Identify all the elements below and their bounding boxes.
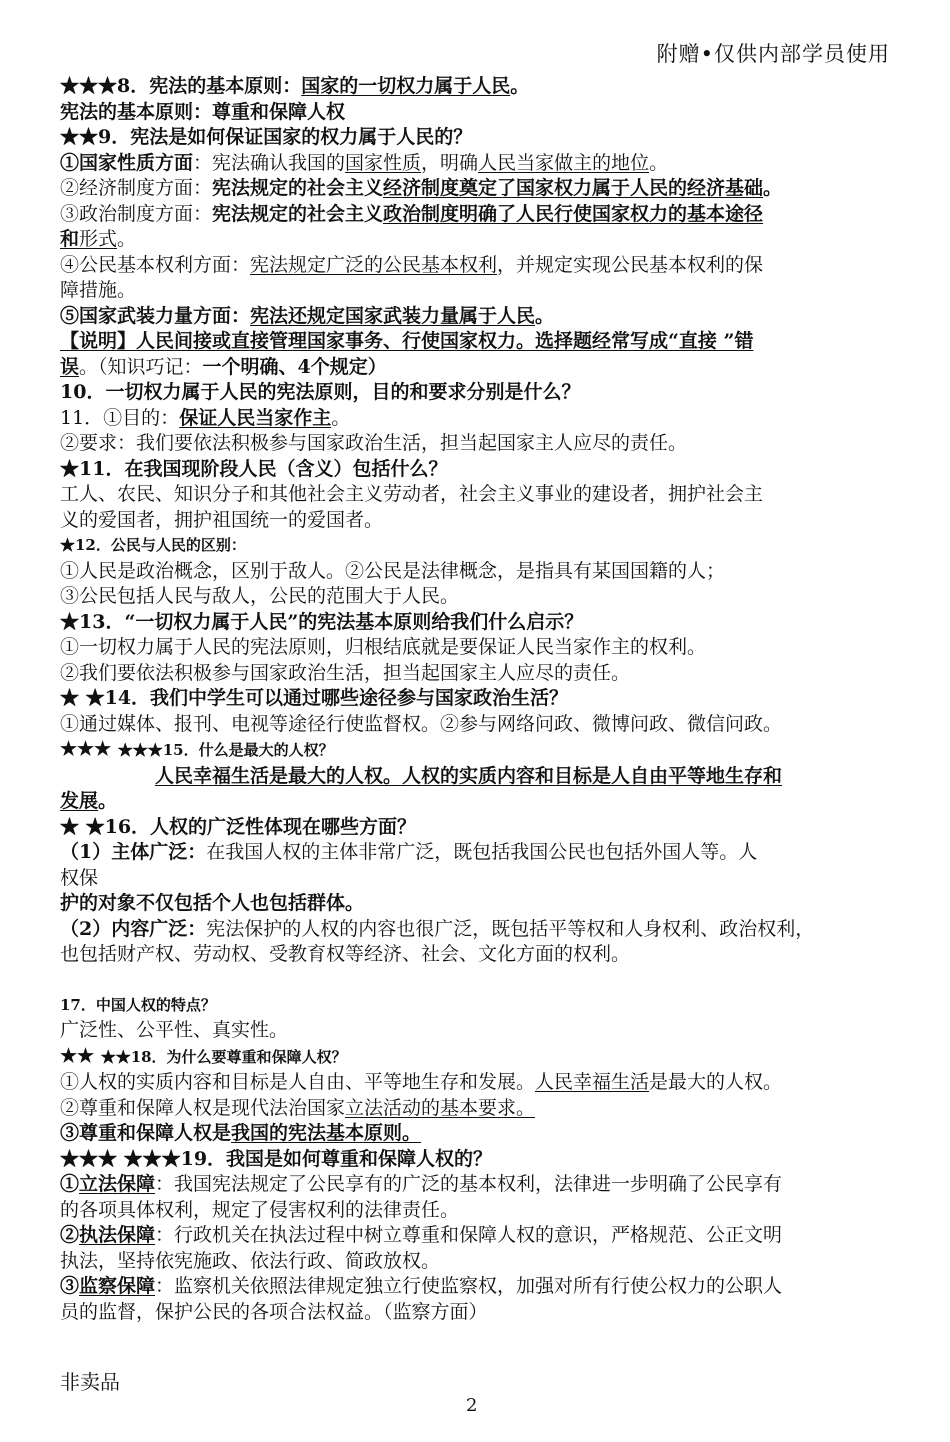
text-segment xyxy=(60,765,155,787)
text-line xyxy=(60,764,898,790)
text-segment: ★★★15．什么是最大的人权？ xyxy=(117,741,334,759)
text-segment: ② xyxy=(60,1224,80,1246)
text-segment: ① xyxy=(60,1173,80,1195)
text-line xyxy=(60,253,898,279)
text-segment: 广泛性、公平性、真实性。 xyxy=(60,1019,289,1041)
text-segment: 立法保障 xyxy=(79,1173,156,1195)
text-segment: ③尊重和保障人权是 xyxy=(60,1122,232,1144)
text-segment: ★ ★14．我们中学生可以通过哪些途径参与国家政治生活？ xyxy=(60,687,569,709)
text-line xyxy=(60,686,898,712)
text-segment: 保证人民当家作主 xyxy=(179,406,332,429)
text-line xyxy=(60,100,898,126)
text-line xyxy=(60,584,898,610)
text-segment: 护的对象不仅包括个人也包括群体。 xyxy=(60,892,365,914)
text-segment: 人民当家做主的地位 xyxy=(478,151,650,174)
text-segment: 国家性质 xyxy=(345,151,422,174)
text-line xyxy=(60,278,898,304)
text-segment: 人民幸福生活是最大的人权。人权的实质内容和目标是人自由平等地生存和 xyxy=(155,764,783,787)
text-segment: 。 xyxy=(649,151,669,174)
text-segment: ★★18．为什么要尊重和保障人权？ xyxy=(100,1047,347,1066)
text-line xyxy=(60,406,898,432)
text-line xyxy=(60,304,898,330)
text-line xyxy=(60,1172,898,1198)
text-segment: 执法，坚持依宪施政、依法行政、简政放权。 xyxy=(60,1249,441,1272)
page-header-note: 附赠•仅供内部学员使用 xyxy=(656,42,890,66)
text-line xyxy=(60,559,898,585)
text-segment: ：我国宪法规定了公民享有的广泛的基本权利，法律进一步明确了公民享有 xyxy=(155,1173,783,1195)
text-segment: ★★★ ★★★19．我国是如何尊重和保障人权的？ xyxy=(60,1147,493,1170)
text-line xyxy=(60,457,898,483)
text-segment: ★ ★16．人权的广泛性体现在哪些方面？ xyxy=(60,815,417,838)
text-line xyxy=(60,151,898,177)
text-segment: 【说明】人民间接或直接管理国家事务、行使国家权力。选择题经常写成“直接 ”错 xyxy=(60,330,754,352)
text-segment: （1）主体广泛： xyxy=(60,841,207,863)
text-segment: 我国的宪法基本原则。 xyxy=(231,1122,422,1144)
text-line xyxy=(60,840,898,866)
text-segment: ④公民基本权利方面： xyxy=(60,253,251,276)
text-segment: 。（知识巧记： xyxy=(79,355,203,378)
text-segment: 。 xyxy=(535,304,555,327)
text-line xyxy=(60,533,898,559)
text-segment: 是最大的人权。 xyxy=(649,1071,783,1093)
text-segment: 国家的一切权力属于人民 xyxy=(301,75,511,97)
text-line xyxy=(60,355,898,381)
text-segment: ②我们要依法积极参与国家政治生活，担当起国家主人应尽的责任。 xyxy=(60,661,631,684)
text-segment: ②尊重和保障人权是现代法治国家 xyxy=(60,1096,346,1119)
text-line xyxy=(60,1198,898,1224)
text-segment: ★12．公民与人民的区别： xyxy=(60,536,246,554)
text-segment: 权保 xyxy=(60,866,99,889)
footer-note: 非卖品 xyxy=(60,1370,120,1394)
text-line xyxy=(60,508,898,534)
text-line xyxy=(60,661,898,687)
text-line xyxy=(60,1070,898,1096)
text-segment: 障措施。 xyxy=(60,279,137,301)
text-segment: 宪法规定广泛的公民基本权利 xyxy=(250,253,498,276)
text-segment: 在我国人权的主体非常广泛，既包括我国公民也包括外国人等。人 xyxy=(206,841,758,863)
text-line xyxy=(60,176,898,202)
text-segment: ：监察机关依照法律规定独立行使监察权，加强对所有行使公权力的公职人 xyxy=(155,1275,783,1297)
text-line xyxy=(60,635,898,661)
text-segment: ★★ xyxy=(60,1044,101,1067)
text-line xyxy=(60,1044,898,1071)
text-segment: 。 xyxy=(510,75,530,97)
text-segment: 。 xyxy=(763,177,783,199)
page-number: 2 xyxy=(466,1395,478,1416)
text-segment: ★★★ xyxy=(60,738,118,760)
text-segment: ★13．“一切权力属于人民”的宪法基本原则给我们什么启示？ xyxy=(60,610,584,633)
text-segment: 宪法还规定国家武装力量属于人民 xyxy=(250,304,536,327)
text-segment: ③ xyxy=(60,1275,80,1297)
text-segment: 立法活动的基本要求。 xyxy=(345,1096,536,1119)
text-segment: 一个明确、4个规定） xyxy=(202,355,387,378)
text-line xyxy=(60,789,898,815)
text-segment: 宪法规定的社会主义 xyxy=(212,202,384,225)
text-segment: 形式 xyxy=(79,228,118,250)
text-segment: ，并规定实现公民基本权利的保 xyxy=(497,253,764,276)
text-segment: ①国家性质方面 xyxy=(60,151,194,174)
text-segment: 宪法的基本原则：尊重和保障人权 xyxy=(60,100,346,123)
text-line xyxy=(60,1300,898,1326)
text-segment: 。 xyxy=(98,790,118,812)
text-line xyxy=(60,712,898,738)
text-segment: ①一切权力属于人民的宪法原则，归根结底就是要保证人民当家作主的权利。 xyxy=(60,636,707,658)
text-segment: 发展 xyxy=(60,790,99,812)
text-segment: 义的爱国者，拥护祖国统一的爱国者。 xyxy=(60,508,384,531)
text-segment: ★★9．宪法是如何保证国家的权力属于人民的？ xyxy=(60,126,473,148)
text-segment: 监察保障 xyxy=(79,1275,156,1297)
text-line xyxy=(60,610,898,636)
text-line xyxy=(60,866,898,892)
text-line xyxy=(60,380,898,406)
text-line xyxy=(60,125,898,151)
text-segment: 10．一切权力属于人民的宪法原则，目的和要求分别是什么？ xyxy=(60,381,581,403)
text-line xyxy=(60,917,898,943)
text-segment: ★★★8．宪法的基本原则： xyxy=(60,75,302,97)
text-line xyxy=(60,942,898,968)
text-segment: 。 xyxy=(331,406,351,429)
text-line xyxy=(60,815,898,841)
text-segment: ①人权的实质内容和目标是人自由、平等地生存和发展。 xyxy=(60,1071,536,1093)
text-segment: ★11．在我国现阶段人民（含义）包括什么？ xyxy=(60,457,448,480)
text-segment: （2）内容广泛： xyxy=(60,917,207,940)
text-line xyxy=(60,1096,898,1122)
text-line xyxy=(60,1274,898,1300)
text-segment: ⑤国家武装力量方面： xyxy=(60,304,251,327)
text-segment: ①人民是政治概念，区别于敌人。②公民是法律概念，是指具有某国国籍的人； xyxy=(60,559,726,582)
text-segment: 员的监督，保护公民的各项合法权益。（监察方面） xyxy=(60,1300,488,1323)
text-segment: 政治制度明确了人民行使国家权力的基本途径 xyxy=(383,202,764,225)
text-segment: 11．①目的： xyxy=(60,406,180,429)
text-line xyxy=(60,1121,898,1147)
text-segment: 经济制度奠定了国家权力属于人民的经济基础 xyxy=(383,177,764,199)
text-segment: 工人、农民、知识分子和其他社会主义劳动者，社会主义事业的建设者，拥护社会主 xyxy=(60,483,764,505)
text-segment: ③政治制度方面： xyxy=(60,202,213,225)
text-segment: 误 xyxy=(60,355,80,378)
text-segment: ②经济制度方面： xyxy=(60,177,213,199)
text-line xyxy=(60,993,898,1019)
text-line xyxy=(60,227,898,253)
text-line xyxy=(60,1223,898,1249)
text-line xyxy=(60,431,898,457)
text-line xyxy=(60,202,898,228)
text-line xyxy=(60,737,898,764)
text-line xyxy=(60,329,898,355)
text-line xyxy=(60,482,898,508)
document-body xyxy=(60,74,898,1325)
text-segment: 的各项具体权利，规定了侵害权利的法律责任。 xyxy=(60,1198,460,1221)
text-segment: 宪法保护的人权的内容也很广泛，既包括平等权和人身权利、政治权利， xyxy=(206,917,815,940)
text-segment: ：宪法确认我国的 xyxy=(193,151,346,174)
text-segment: 和 xyxy=(60,228,80,250)
text-segment: ①通过媒体、报刊、电视等途径行使监督权。②参与网络问政、微博问政、微信问政。 xyxy=(60,712,783,735)
text-segment: ③公民包括人民与敌人，公民的范围大于人民。 xyxy=(60,585,460,607)
text-line xyxy=(60,1147,898,1173)
text-segment: ，明确 xyxy=(421,151,479,174)
text-segment: 17．中国人权的特点？ xyxy=(60,995,216,1014)
text-segment: ②要求：我们要依法积极参与国家政治生活，担当起国家主人应尽的责任。 xyxy=(60,432,688,454)
text-segment: 执法保障 xyxy=(79,1224,156,1246)
text-line xyxy=(60,1018,898,1044)
paragraph-gap xyxy=(60,968,898,993)
text-segment: 也包括财产权、劳动权、受教育权等经济、社会、文化方面的权利。 xyxy=(60,943,631,965)
text-line xyxy=(60,891,898,917)
text-line xyxy=(60,74,898,100)
text-segment: ：行政机关在执法过程中树立尊重和保障人权的意识，严格规范、公正文明 xyxy=(155,1224,783,1246)
text-segment: 宪法规定的社会主义 xyxy=(212,177,384,199)
text-segment: 人民幸福生活 xyxy=(535,1071,650,1093)
text-line xyxy=(60,1249,898,1275)
text-segment: 。 xyxy=(117,228,137,250)
